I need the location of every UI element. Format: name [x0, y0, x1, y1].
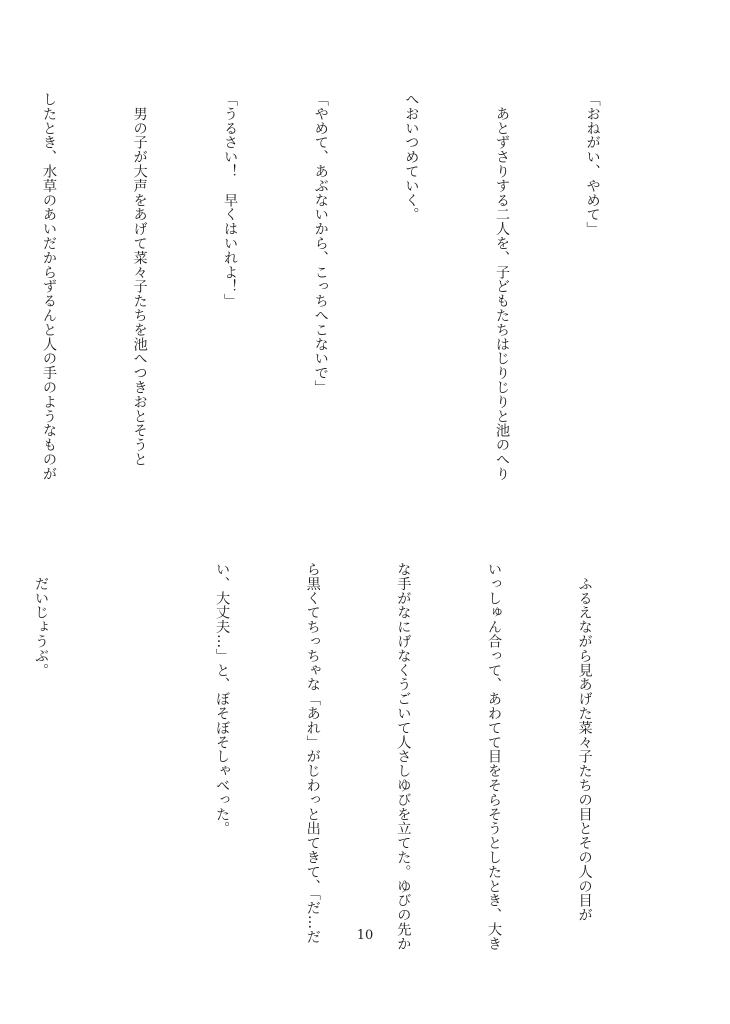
blank-line [116, 562, 146, 952]
text-line: ふるえながら見あげた菜々子たちの目とその人の目が [576, 562, 593, 922]
text-line: いっしゅん合って、あわてて目をそらそうとしたとき、大き [485, 562, 502, 951]
text-line: したとき、水草のあいだからずるんと人の手のようなものが [40, 92, 57, 481]
text-line: な手がなにげなくうごいて人さしゆびを立てた。ゆびの先か [395, 562, 412, 951]
text-line: へおいつめていく。 [403, 92, 420, 222]
text-block-top [0, 92, 668, 502]
text-line: 「おねがい、やめて」 [584, 92, 601, 236]
page-number: 10 [356, 928, 374, 943]
text-line: ら黒くてちっちゃな「あれ」がじわっと出てきて、「だ…だ [304, 562, 321, 944]
text-line: 「うるさい！ 早くはいれよ！」 [222, 92, 239, 308]
text-line: あとずさりする二人を、子どもたちはじりじりと池のへり [493, 92, 510, 481]
text-line: い、大丈夫…」と、ぼそぼそしゃべった。 [214, 562, 231, 836]
text-line: 「やめて、あぶないから、こっちへこないで」 [312, 92, 329, 395]
text-line: 男の子が大声をあげて菜々子たちを池へつきおとそうと [131, 92, 148, 467]
text-line: だいじょうぶ。 [32, 562, 49, 678]
text-block-bottom [0, 562, 660, 952]
